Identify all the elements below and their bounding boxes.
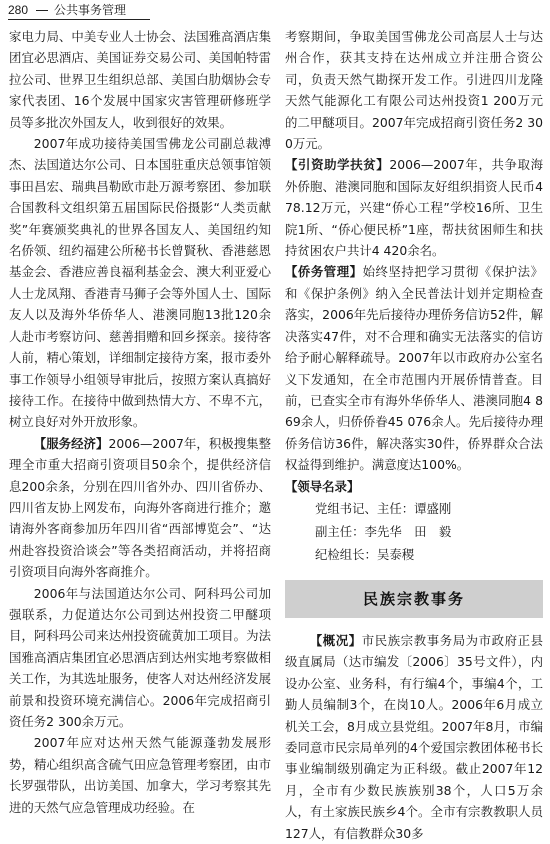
paragraph: 2006年与法国道达尔公司、阿科玛公司加强联系，力促道达尔公司到达州投资二甲醚项目，阿科玛公司来达州投资硫黄加工项目。为法国雅高酒店集团宜必思酒店到达州实地考察做相关工作，为其选址服务，使客人对达州经济发展前景和投资环境充满信心。2006年完成招商引资任务2 300余万元。 [9, 585, 271, 729]
paragraph: 2007年应对达州天然气能源蓬勃发展形势，精心组织高含硫气田应急管理考察团，由市长罗强带队，出访美国、加拿大，学习考察其先进的天然气应急管理成功经验。在 [9, 735, 271, 815]
book-title: 公共事务管理 [54, 3, 127, 17]
right-column [285, 26, 543, 844]
paragraph-text: 2006—2007年，共争取海外侨胞、港澳同胞和国际友好组织捐资人民币478.12万元，兴建“侨心工程”学校16所、卫生院1所、“侨心便民桥”1座，帮扶贫困师生和扶持贫困农户共计4 420余名。 [285, 157, 543, 259]
paragraph [285, 630, 543, 844]
paragraph [285, 476, 543, 497]
leader-entry: 纪检组长：吴泰稷 [315, 546, 415, 562]
paragraph [285, 261, 543, 475]
section-banner: 民族宗教事务 [285, 580, 543, 618]
paragraph-text: 市民族宗教事务局为市政府正县级直属局（达市编发〔2006〕35号文件），内设办公室、业务科，有行编4个，事编4个，工勤人员编制3个，在岗10人。2006年6月成立机关工会，8月成立县党组。2007年8月，市编委同意市民宗局单列的4个爱国宗教团体秘书长事业编制级别确定为正科级。截止2007年12月，全市有少数民族族别38个，人口5万余人，有土家族民族乡4个。全市有宗教教职人员127人，有信教群众30多 [285, 632, 544, 841]
section-tag: 【引资助学扶贫】 [285, 157, 390, 173]
paragraph: 2007年成功接待美国雪佛龙公司副总裁溥杰、法国道达尔公司、日本国驻重庆总领事馆领事田昌宏、瑞典昌勒欧市赴万源考察团、参加联合国教科文组织第五届国际民俗摄影“人类贡献奖”年赛颁奖典礼的世界各国友人、美国纽约知名侨领、纽约福建公所秘书长曾賢秋、香港慈恩基金会、香港应善良福利基金会、澳大利亚爱心人士龙凤翔、香港青马狮子会等外国人士、国际友人以及海外华侨华人、港澳同胞13批120余人赴市考察访问、慈善捐赠和回乡探亲。接待客人前，精心策划，详细制定接待方案，报市委外事工作领导小组领导审批后，按照方案认真搞好接待工作。在接待中做到热情大方、不卑不亢，树立良好对外开放形象。 [9, 136, 271, 430]
paragraph-text: 2006—2007年，积极搜集整理全市重大招商引资项目50余个，提供经济信息200余条，分别在四川省外办、四川省侨办、四川省友协上网发布，向海外客商进行推介；邀请海外客商参加历年四川省“西部博览会”、“达州赴容投资洽谈会”等各类招商活动，并将招商引资项目向海外客商推介。 [9, 435, 271, 580]
header-rule [36, 10, 48, 11]
page-number: 280 [8, 3, 29, 17]
section-tag: 【侨务管理】 [285, 264, 363, 280]
section-tag: 【概况】 [309, 632, 362, 648]
leader-entry: 副主任：李先华 田 毅 [315, 523, 452, 539]
running-header [8, 2, 150, 20]
leader-entry: 党组书记、主任：谭盛刚 [315, 500, 452, 516]
paragraph [285, 154, 543, 261]
paragraph [9, 433, 271, 583]
paragraph: 考察期间，争取美国雪佛龙公司高层人士与达州合作，获其支持在达州成立并注册合资公司，负责天然气勘探开发工作。引进四川龙隆天然气能源化工有限公司达州投资1 200万元的二甲醚项目。2007年完成招商引资任务2 300万元。 [285, 29, 543, 152]
left-column [9, 26, 271, 818]
section-tag: 【领导名录】 [285, 478, 360, 494]
section-tag: 【服务经济】 [33, 435, 109, 451]
paragraph: 家电力局、中美专业人士协会、法国雅高酒店集团宜必思酒店、美国证券交易公司、美国帕特雷拉公司、世界卫生组织总部、美国白肋烟协会专家代表团、16个发展中国家灾害管理研修班学员等多批次外国友人，收到很好的效果。 [9, 29, 271, 130]
paragraph-text: 始终坚持把学习贯彻《保护法》和《保护条例》纳入全民普法计划并定期检查落实，2006年先后接待办理侨务信访52件，解决落实47件，对不合理和确实无法落实的信访给予耐心解释疏导。2007年以市政府办公室名义下发通知，在全市范围内开展侨情普查。目前，已查实全市有海外华侨华人、港澳同胞4 869余人，归侨侨眷45 076余人。先后接待办理侨务信访36件，解决落实30件，侨界群众合法权益得到维护。满意度达100%。 [285, 264, 544, 473]
